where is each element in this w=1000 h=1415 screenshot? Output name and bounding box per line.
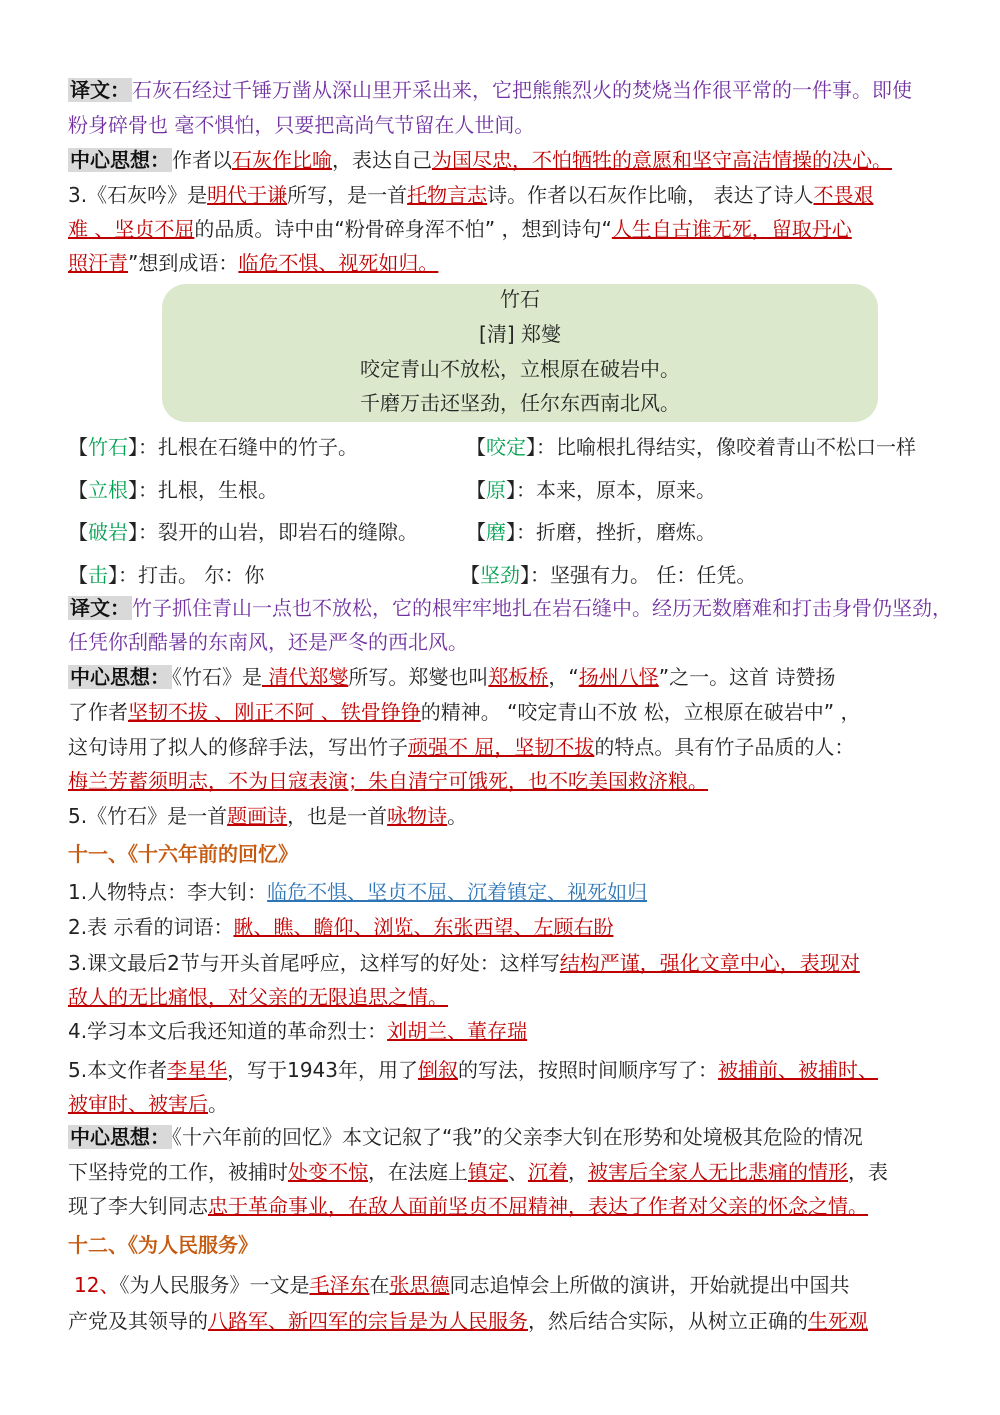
paragraph-line xyxy=(68,1157,888,1187)
paragraph-line xyxy=(68,912,613,942)
glossary-definition: ：扎根在石缝中的竹子。 xyxy=(138,435,358,459)
text: 的写法，按照时间顺序写了： xyxy=(458,1058,718,1082)
text: 3.课文最后2节与开头首尾呼应，这样写的好处：这样写 xyxy=(68,951,560,975)
paragraph-line xyxy=(68,1191,868,1221)
text: 《十六年前的回忆》本文记叙了“我”的父亲李大钊在形势和处境极其危险的情况 xyxy=(172,1125,863,1149)
glossary-term: 坚劲 xyxy=(480,563,520,587)
key-phrase: 托物言志 xyxy=(407,183,488,207)
poem-line-2: 千磨万击还坚劲，任尔东西南北风。 xyxy=(360,391,680,415)
bracket: 【 xyxy=(466,435,486,459)
glossary-item xyxy=(466,475,716,505)
paragraph-line xyxy=(68,877,647,907)
text: 5.《竹石》是一首 xyxy=(68,804,228,828)
bracket: 】 xyxy=(128,520,138,544)
bracket: 【 xyxy=(68,520,88,544)
paragraph-line xyxy=(68,180,873,210)
paragraph-line xyxy=(68,766,708,796)
text: 3.《石灰吟》是 xyxy=(68,183,208,207)
glossary-definition: ：裂开的山岩，即岩石的缝隙。 xyxy=(138,520,418,544)
glossary-item xyxy=(466,432,916,462)
translation-text: 竹子抓住青山一点也不放松，它的根牢牢地扎在岩石缝中。经历无数磨难和打击身骨仍坚劲， xyxy=(132,596,952,620)
glossary-item xyxy=(466,517,716,547)
key-phrase: 被捕前、被捕时、 xyxy=(718,1058,878,1082)
center-idea-label: 中心思想： xyxy=(70,665,170,689)
glossary-item xyxy=(68,560,264,590)
translation-line-2 xyxy=(68,627,468,657)
key-phrase: 梅兰芳蓄须明志，不为日寇表演；朱自清宁可饿死，也不吃美国救济粮。 xyxy=(68,769,708,793)
key-phrase: 刘胡兰、董存瑞 xyxy=(387,1019,528,1043)
text: 产党及其领导的 xyxy=(68,1309,208,1333)
translation-text: 石灰石经过千锤万凿从深山里开采出来，它把熊熊烈火的焚烧当作很平常的一件事。即使 xyxy=(132,78,912,102)
paragraph-line xyxy=(68,697,861,727)
key-phrase: 处变不惊 xyxy=(288,1160,368,1184)
center-idea-line xyxy=(68,145,892,175)
key-phrase: 被审时、被害后 xyxy=(68,1092,208,1116)
glossary-term: 破岩 xyxy=(88,520,128,544)
key-phrase: 郑板桥 xyxy=(488,665,549,689)
text: 同志追悼会上所做的演讲，开始就提出中国共 xyxy=(449,1273,850,1297)
translation-line-2 xyxy=(68,110,534,140)
text: 诗。作者以石灰作比喻， 表达了诗人 xyxy=(487,183,814,207)
bracket: 【 xyxy=(466,520,486,544)
bracket: 】 xyxy=(520,563,530,587)
glossary-definition: ：比喻根扎得结实，像咬着青山不松口一样 xyxy=(536,435,916,459)
key-phrase: 不畏艰 xyxy=(813,183,874,207)
text: 1.人物特点：李大钊： xyxy=(68,880,268,904)
key-phrase: 镇定 xyxy=(468,1160,508,1184)
text: 《竹石》是 xyxy=(172,665,262,689)
center-idea-line xyxy=(68,1122,863,1152)
key-phrase: 咏物诗 xyxy=(387,804,448,828)
bracket: 【 xyxy=(68,435,88,459)
key-phrase: 被害后全家人无比悲痛的情形 xyxy=(588,1160,848,1184)
paragraph-line xyxy=(68,214,852,244)
paragraph-line xyxy=(68,1089,228,1119)
key-phrase: 扬州八怪 xyxy=(578,665,659,689)
glossary-definition: ：折磨，挫折，磨炼。 xyxy=(516,520,716,544)
poem-title: 竹石 xyxy=(500,287,540,311)
poem-line-1: 咬定青山不放松，立根原在破岩中。 xyxy=(360,357,680,381)
key-phrase: 倒叙 xyxy=(418,1058,458,1082)
bracket: 】 xyxy=(108,563,118,587)
key-phrase: 顽强不 屈，坚韧不拔 xyxy=(408,735,595,759)
text: ，表 xyxy=(848,1160,888,1184)
text: 。 xyxy=(208,1092,228,1116)
paragraph-line xyxy=(68,982,448,1012)
paragraph-line xyxy=(68,1016,527,1046)
text: ，表达自己 xyxy=(332,148,432,172)
bracket: 【 xyxy=(68,478,88,502)
translation-line-1 xyxy=(68,593,952,623)
text: 《为人民服务》一文是 xyxy=(119,1273,310,1297)
glossary-definition: ：本来，原本，原来。 xyxy=(516,478,716,502)
text: 2.表 示看的词语： xyxy=(68,915,234,939)
translation-label: 译文： xyxy=(70,596,130,620)
text: ”之一。这首 诗赞扬 xyxy=(658,665,836,689)
translation-label: 译文： xyxy=(70,78,130,102)
paragraph-line xyxy=(68,1055,878,1085)
text: ，在法庭上 xyxy=(368,1160,468,1184)
text: 5.本文作者 xyxy=(68,1058,168,1082)
key-phrase: 清代郑燮 xyxy=(262,665,349,689)
text: ， xyxy=(568,1160,588,1184)
text: 的品质。诗中由“粉骨碎身浑不怕” ，想到诗句“ xyxy=(194,217,612,241)
bracket: 】 xyxy=(526,435,536,459)
poem-box xyxy=(162,284,878,422)
bracket: 】 xyxy=(506,520,516,544)
text: 作者以 xyxy=(172,148,232,172)
key-phrase: 八路军、新四军的宗旨是为人民服务 xyxy=(208,1309,528,1333)
key-phrase: 明代于谦 xyxy=(207,183,288,207)
translation-text: 粉身碎骨也 毫不惧怕，只要把高尚气节留在人世间。 xyxy=(68,113,535,137)
text: 的特点。具有竹子品质的人： xyxy=(594,735,855,759)
key-phrase: 为国尽忠，不怕牺牲的意愿和坚守高洁情操的决心。 xyxy=(432,148,892,172)
key-phrase: 张思德 xyxy=(389,1273,450,1297)
glossary-item xyxy=(68,432,358,462)
item-number: 12、 xyxy=(74,1273,120,1297)
text: 的精神。 “咬定青山不放 松，立根原在破岩中” ， xyxy=(420,700,861,724)
paragraph-line xyxy=(74,1270,849,1300)
bracket: 【 xyxy=(466,478,486,502)
key-phrase: 临危不惧、视死如归。 xyxy=(238,251,439,275)
text: ，也是一首 xyxy=(287,804,388,828)
glossary-term: 击 xyxy=(88,563,108,587)
paragraph-line xyxy=(68,1306,868,1336)
text: ，然后结合实际，从树立正确的 xyxy=(528,1309,808,1333)
section-heading: 十二、《为人民服务》 xyxy=(68,1233,258,1257)
glossary-term: 竹石 xyxy=(88,435,128,459)
center-idea-label: 中心思想： xyxy=(70,148,170,172)
text: 下坚持党的工作，被捕时 xyxy=(68,1160,288,1184)
glossary-definition: ：坚强有力。 任：任凭。 xyxy=(530,563,757,587)
translation-text: 任凭你刮酷暑的东南风，还是严冬的西北风。 xyxy=(68,630,468,654)
text: 在 xyxy=(369,1273,390,1297)
poem-author: [清] 郑燮 xyxy=(479,322,561,346)
text: 了作者 xyxy=(68,700,128,724)
center-idea-label: 中心思想： xyxy=(70,1125,170,1149)
text: 这句诗用了拟人的修辞手法，写出竹子 xyxy=(68,735,408,759)
center-idea-line xyxy=(68,662,835,692)
key-phrase: 瞅、瞧、瞻仰、浏览、东张西望、左顾右盼 xyxy=(233,915,614,939)
bracket: 】 xyxy=(128,435,138,459)
key-phrase: 生死观 xyxy=(808,1309,868,1333)
text: 。 xyxy=(447,804,468,828)
glossary-item xyxy=(460,560,756,590)
section-heading: 十一、《十六年前的回忆》 xyxy=(68,842,298,866)
text: ”想到成语： xyxy=(128,251,239,275)
key-phrase: 石灰作比喻 xyxy=(232,148,332,172)
key-phrase: 照汗青 xyxy=(68,251,128,275)
key-phrase: 题画诗 xyxy=(227,804,288,828)
translation-line-1 xyxy=(68,75,912,105)
key-phrase: 人生自古谁无死，留取丹心 xyxy=(611,217,852,241)
text: 、 xyxy=(508,1160,528,1184)
text: ，写于1943年，用了 xyxy=(227,1058,418,1082)
glossary-term: 原 xyxy=(486,478,506,502)
key-phrase: 结构严谨，强化文章中心，表现对 xyxy=(559,951,860,975)
bracket: 】 xyxy=(128,478,138,502)
key-phrase: 难 、坚贞不屈 xyxy=(68,217,195,241)
glossary-term: 立根 xyxy=(88,478,128,502)
text: 现了李大钊同志 xyxy=(68,1194,208,1218)
paragraph-line xyxy=(68,732,854,762)
glossary-definition: ：打击。 尔：你 xyxy=(118,563,265,587)
key-phrase: 沉着 xyxy=(528,1160,568,1184)
glossary-definition: ：扎根，生根。 xyxy=(138,478,278,502)
bracket: 】 xyxy=(506,478,516,502)
glossary-item xyxy=(68,475,278,505)
paragraph-line xyxy=(68,948,860,978)
text: 4.学习本文后我还知道的革命烈士： xyxy=(68,1019,388,1043)
key-phrase: 毛泽东 xyxy=(309,1273,370,1297)
glossary-term: 咬定 xyxy=(486,435,526,459)
glossary-term: 磨 xyxy=(486,520,506,544)
key-phrase: 忠于革命事业，在敌人面前坚贞不屈精神，表达了作者对父亲的怀念之情。 xyxy=(208,1194,868,1218)
text: ，“ xyxy=(548,665,579,689)
glossary-item xyxy=(68,517,418,547)
key-phrase: 敌人的无比痛恨，对父亲的无限追思之情。 xyxy=(68,985,448,1009)
key-phrase: 坚韧不拔 、刚正不阿 、铁骨铮铮 xyxy=(128,700,421,724)
bracket: 【 xyxy=(460,563,480,587)
paragraph-line xyxy=(68,248,438,278)
bracket: 【 xyxy=(68,563,88,587)
text: 所写，是一首 xyxy=(287,183,408,207)
key-phrase: 李星华 xyxy=(167,1058,228,1082)
key-phrase: 临危不惧、坚贞不屈、沉着镇定、视死如归 xyxy=(267,880,648,904)
text: 所写。郑燮也叫 xyxy=(348,665,489,689)
paragraph-line xyxy=(68,801,467,831)
